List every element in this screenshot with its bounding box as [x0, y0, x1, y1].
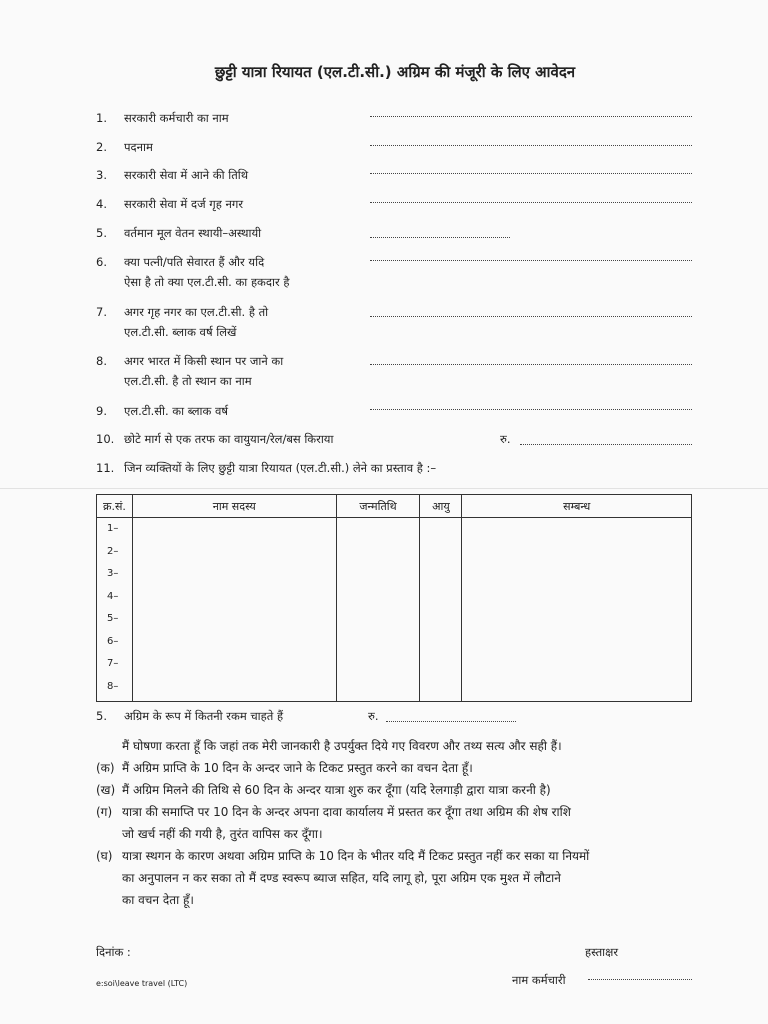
item-label: अगर भारत में किसी स्थान पर जाने का [124, 354, 284, 368]
relation-cell[interactable] [462, 518, 692, 702]
clause-mark: (ख) [96, 783, 116, 797]
signature-label: हस्ताक्षर [585, 945, 619, 959]
item-number: 4. [96, 197, 107, 211]
employee-name-signature-field[interactable] [588, 979, 692, 980]
field-row-joining-date [96, 165, 248, 185]
item-label-line2: ऐसा है तो क्या एल.टी.सी. का हकदार है [124, 275, 290, 289]
spouse-employed-field[interactable] [370, 260, 692, 261]
paper-fold-line [0, 488, 768, 489]
clause-text: मैं अग्रिम प्राप्ति के 10 दिन के अन्दर जाने के टिकट प्रस्तुत करने का वचन देता हूँ। [122, 761, 473, 775]
clause-text: का अनुपालन न कर सका तो मैं दण्ड स्वरूप ब्याज सहित, यदि लागू हो, पूरा अग्रिम एक मुश्त में लौटाने [122, 871, 561, 885]
item-label: जिन व्यक्तियों के लिए छुट्टी यात्रा रियायत (एल.टी.सी.) लेने का प्रस्ताव है :– [124, 461, 437, 475]
joining-date-field[interactable] [370, 173, 692, 174]
item-number: 5. [96, 226, 107, 240]
serial-column [97, 518, 133, 702]
item-number: 5. [96, 709, 107, 723]
serial-header: क्र.सं. [97, 495, 133, 518]
employee-name-label: नाम कर्मचारी [512, 973, 566, 987]
file-reference: e:soi\leave travel (LTC) [96, 979, 188, 988]
advance-amount-field[interactable] [386, 721, 516, 722]
item-label: अगर गृह नगर का एल.टी.सी. है तो [124, 305, 269, 319]
field-row-designation [96, 137, 153, 157]
item-number: 7. [96, 305, 107, 319]
age-header: आयु [420, 495, 462, 518]
item-label: अग्रिम के रूप में कितनी रकम चाहते हैं [124, 709, 284, 723]
item-label: वर्तमान मूल वेतन स्थायी–अस्थायी [124, 226, 262, 240]
rupee-label: रु. [368, 709, 379, 723]
serial-number: 6– [107, 635, 119, 647]
table-header-row [97, 495, 692, 518]
field-row-employee-name [96, 108, 229, 128]
item-label: एल.टी.सी. का ब्लाक वर्ष [124, 404, 229, 418]
age-cell[interactable] [420, 518, 462, 702]
clause-mark: (घ) [96, 849, 113, 863]
clause-text: जो खर्च नहीं की गयी है, तुरंत वापिस कर दूँगा। [122, 827, 323, 841]
serial-number: 3– [107, 568, 119, 579]
serial-number: 5– [107, 613, 119, 624]
basic-pay-field[interactable] [370, 237, 510, 238]
serial-number: 8– [107, 680, 119, 692]
declaration-clause-gha [96, 845, 716, 911]
item-number: 3. [96, 168, 107, 182]
item-label: क्या पत्नी/पति सेवारत हैं और यदि [124, 255, 265, 269]
declaration-intro: मैं घोषणा करता हूँ कि जहां तक मेरी जानकारी है उपर्युक्त दिये गए विवरण और तथ्य सत्य और सही हैं। [122, 739, 562, 753]
item-number: 1. [96, 111, 107, 125]
declaration-clause-ga [96, 801, 716, 845]
fare-field[interactable] [520, 444, 692, 445]
form-title: छुट्टी यात्रा रियायत (एल.टी.सी.) अग्रिम की मंजूरी के लिए आवेदन [214, 63, 576, 81]
field-row-basic-pay [96, 223, 261, 243]
serial-number: 1– [107, 523, 119, 534]
item-label: सरकारी सेवा में दर्ज गृह नगर [124, 197, 244, 211]
clause-text: यात्रा स्थगन के कारण अथवा अग्रिम प्राप्ति के 10 दिन के भीतर यदि मैं टिकट प्रस्तुत नहीं कर सका या नियमों [122, 849, 590, 863]
item-number: 11. [96, 461, 115, 475]
place-name-field[interactable] [370, 364, 692, 365]
employee-name-field[interactable] [370, 116, 692, 117]
item-label: छोटे मार्ग से एक तरफ का वायुयान/रेल/बस किराया [124, 432, 334, 446]
rupee-label: रु. [500, 432, 511, 446]
designation-field[interactable] [370, 145, 692, 146]
home-town-field[interactable] [370, 202, 692, 203]
block-year-field[interactable] [370, 316, 692, 317]
item-number: 2. [96, 140, 107, 154]
item-number: 9. [96, 404, 107, 418]
item-number: 6. [96, 255, 107, 269]
field-row-home-town-ltc [96, 302, 268, 342]
field-row-fare [96, 429, 333, 449]
date-label: दिनांक : [96, 945, 131, 959]
member-name-header: नाम सदस्य [132, 495, 336, 518]
clause-mark: (क) [96, 761, 115, 775]
item-label: पदनाम [124, 140, 153, 154]
family-members-table [96, 494, 692, 702]
serial-number: 2– [107, 545, 119, 557]
ltc-block-year-field[interactable] [370, 409, 692, 410]
clause-text: यात्रा की समाप्ति पर 10 दिन के अन्दर अपना दावा कार्यालय में प्रस्तत कर दूँगा तथा अग्रिम की शेष राशि [122, 805, 571, 819]
serial-number: 4– [107, 590, 119, 602]
item-label-line2: एल.टी.सी. है तो स्थान का नाम [124, 374, 252, 388]
field-row-ltc-block-year [96, 401, 228, 421]
serial-number: 7– [107, 658, 119, 669]
field-row-persons [96, 458, 436, 478]
birth-date-cell[interactable] [336, 518, 420, 702]
item-number: 8. [96, 354, 107, 368]
clause-text: मैं अग्रिम मिलने की तिथि से 60 दिन के अन्दर यात्रा शुरु कर दूँगा (यदि रेलगाड़ी द्वारा यात्रा करनी है) [122, 783, 551, 797]
clause-text: का वचन देता हूँ। [122, 893, 194, 907]
declaration-clause-kha [96, 779, 716, 801]
relation-header: सम्बन्ध [462, 495, 692, 518]
declaration-clause-ka [96, 757, 716, 779]
birth-date-header: जन्मतिथि [336, 495, 420, 518]
item-label: सरकारी सेवा में आने की तिथि [124, 168, 249, 182]
table-body-row [97, 518, 692, 702]
field-row-home-town [96, 194, 243, 214]
field-row-place-name [96, 351, 283, 391]
member-name-cell[interactable] [132, 518, 336, 702]
field-row-advance-amount [96, 706, 283, 726]
clause-mark: (ग) [96, 805, 113, 819]
item-number: 10. [96, 432, 115, 446]
field-row-spouse-employed [96, 252, 289, 292]
item-label: सरकारी कर्मचारी का नाम [124, 111, 229, 125]
item-label-line2: एल.टी.सी. ब्लाक वर्ष लिखें [124, 325, 237, 339]
